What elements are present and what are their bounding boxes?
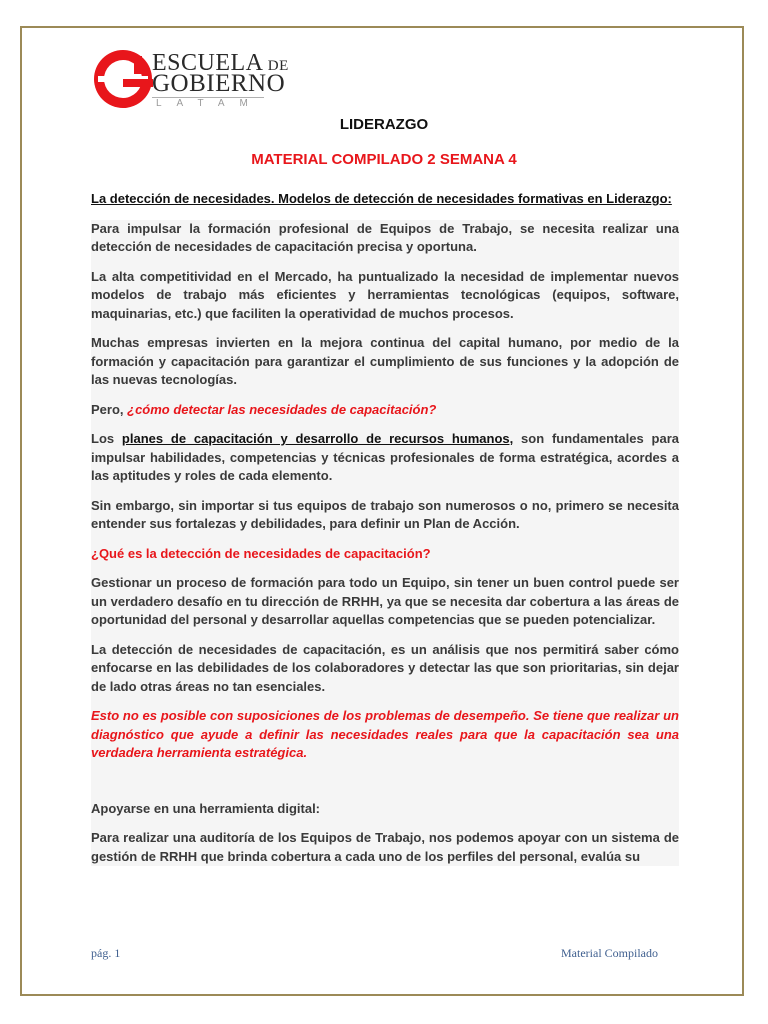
- shaded-body: [91, 220, 679, 867]
- paragraph: Gestionar un proceso de formación para todo un Equipo, sin tener un buen control puede ser un verdadero desafío en tu dirección de RRHH, ya que se necesita dar cobertura a las áreas de oportunidad del personal y desarrollar aquellas competencias que se pueden potencializar.: [91, 575, 679, 627]
- paragraph: Para impulsar la formación profesional de Equipos de Trabajo, se necesita realizar una detección de necesidades de capacitación precisa y oportuna.: [91, 220, 679, 254]
- subheading: Apoyarse en una herramienta digital:: [91, 800, 321, 816]
- training-plans-link[interactable]: planes de capacitación y desarrollo de recursos humanos,: [121, 431, 514, 446]
- logo-text-gobierno: GOBIERNO: [152, 70, 286, 97]
- paragraph-question: Pero, ¿cómo detectar las necesidades de capacitación?: [91, 401, 437, 417]
- document-subtitle: MATERIAL COMPILADO 2 SEMANA 4: [251, 151, 517, 168]
- logo-text-escuela: ESCUELA DE: [152, 50, 289, 76]
- paragraph: La alta competitividad en el Mercado, ha puntualizado la necesidad de implementar nuevos modelos de trabajo más eficientes y herramientas tecnológicas (equipos, software, maquinarias, etc.) que faciliten la operatividad de muchos procesos.: [91, 268, 679, 321]
- section-heading: La detección de necesidades. Modelos de detección de necesidades formativas en Liderazgo:: [91, 191, 672, 206]
- spacer: [91, 774, 679, 800]
- logo-emblem-icon: [92, 48, 154, 110]
- paragraph-highlight: Esto no es posible con suposiciones de los problemas de desempeño. Se tiene que realizar un diagnóstico que ayude a definir las necesidades reales para que la capacitación sea una verdadera herramienta estratégica.: [91, 708, 679, 760]
- question-highlight: ¿cómo detectar las necesidades de capacitación?: [127, 401, 437, 417]
- logo-text-latam: LATAM: [156, 98, 263, 109]
- subheading-red: ¿Qué es la detección de necesidades de capacitación?: [91, 545, 431, 561]
- footer-label: Material Compilado: [561, 946, 658, 960]
- document-title: LIDERAZGO: [339, 116, 429, 133]
- paragraph: Los planes de capacitación y desarrollo de recursos humanos, son fundamentales para impulsar habilidades, competencias y técnicas profesionales de forma estratégica, acordes a las aptitudes y roles de cada elemento.: [91, 431, 679, 483]
- paragraph: Para realizar una auditoría de los Equipos de Trabajo, nos podemos apoyar con un sistema de gestión de RRHH que brinda cobertura a cada uno de los perfiles del personal, evalúa su: [91, 830, 679, 864]
- school-logo: [92, 48, 289, 112]
- paragraph: Muchas empresas invierten en la mejora continua del capital humano, por medio de la formación y capacitación para garantizar el cumplimiento de sus funciones y la adopción de las nuevas tecnologías.: [91, 335, 679, 387]
- paragraph: La detección de necesidades de capacitación, es un análisis que nos permitirá saber cómo enfocarse en las debilidades de los colaboradores y detectar las que son prioritarias, sin dejar de lado otras áreas no tan esenciales.: [91, 641, 679, 694]
- page-number: pág. 1: [91, 946, 121, 960]
- document-body: [91, 190, 679, 877]
- paragraph: Sin embargo, sin importar si tus equipos de trabajo son numerosos o no, primero se necesita entender sus fortalezas y debilidades, para definir un Plan de Acción.: [91, 497, 679, 531]
